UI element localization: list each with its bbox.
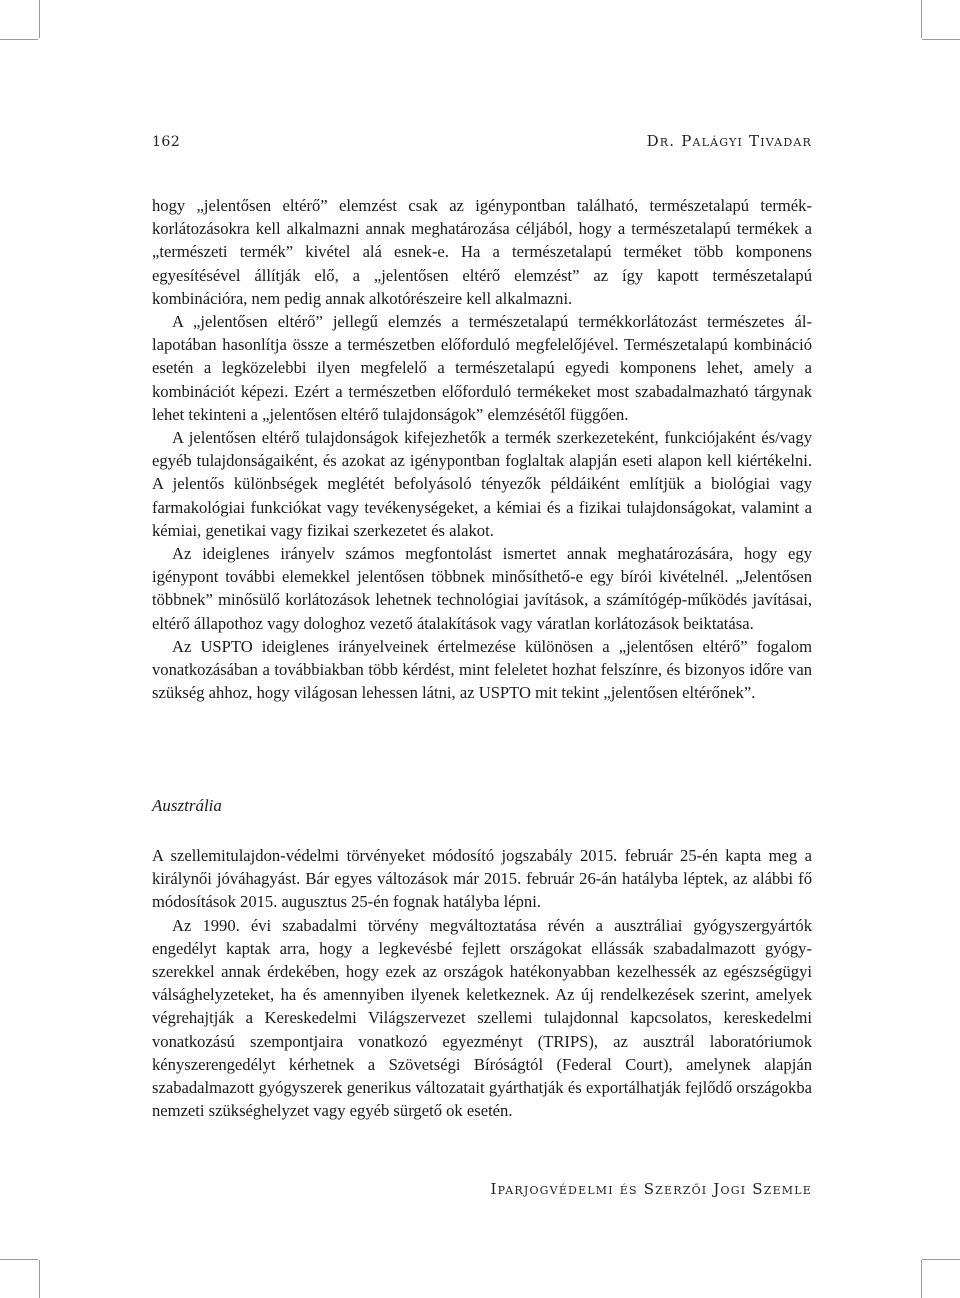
paragraph: hogy „jelentősen eltérő” elemzést csak az igénypontban található, természetalapú termékkorlátozásokra kell alkalmazni annak meghatározása céljából, hogy a természetalapú termékek a „természeti termék” kivétel alá esnek-e. Ha a természetalapú terméket több komponens egyesítésével állítják elő, a „jelentősen eltérő elemzést” az így kapott természetalapú kombinációra, nem pedig annak alkotórészeire kell alkalmazni. bbox=[152, 196, 812, 308]
crop-mark-top-left bbox=[39, 0, 40, 38]
paragraph: A szellemitulajdon-védelmi törvényeket módosító jogszabály 2015. február 25-én kapta meg a királynői jóváhagyást. Bár egyes változások már 2015. február 26-án hatályba léptek, az alábbi fő módosítások 2015. augusztus 25-én fognak hatályba lépni. bbox=[152, 846, 812, 912]
running-head bbox=[152, 132, 812, 150]
crop-mark-bottom-right bbox=[921, 1260, 922, 1298]
page-number: 162 bbox=[152, 134, 181, 150]
crop-mark-left-top bbox=[0, 39, 38, 40]
crop-mark-left-bottom bbox=[0, 1259, 38, 1260]
paragraph: Az USPTO ideiglenes irányelveinek értelmezése különösen a „jelentősen eltérő” fogalom vonatkozásában a továbbiakban több kérdést, mint feleletet hozhat felszínre, és bizonyos időre van szükség ahhoz, hogy világosan lehessen látni, az USPTO mit tekint „jelentősen eltérőnek”. bbox=[152, 636, 812, 703]
running-footer-journal: Iparjogvédelmi és Szerzői Jogi Szemle bbox=[490, 1180, 812, 1198]
crop-mark-right-bottom bbox=[922, 1259, 960, 1260]
body-text bbox=[152, 194, 812, 704]
paragraph: Az 1990. évi szabadalmi törvény megváltoztatása révén a ausztráliai gyógyszergyártók engedélyt kaptak arra, hogy a legkevésbé fejlett országokat ellássák szabadalmazott gyógyszerekkel annak érdekében, hogy ezek az országok hatékonyabban kezelhessék az egészségügyi válsághelyzeteket, ha és amennyiben ilyenek keletkeznek. Az új rendelkezések szerint, amelyek végrehajtják a Kereskedelmi Világszervezet szellemi tulajdonnal kapcsolatos, kereskedelmi vonatkozású szempontjaira vonatkozó egyezményt (TRIPS), az ausztrál laboratóriumok kényszerengedélyt kérhetnek a Szövetségi Bíróságtól (Federal Court), amelynek alapján szabadalmazott gyógyszerek generikus változatait gyárthatják és exportálhatják fejlődő országokba nemzeti szükséghelyzet vagy egyéb sürgető ok esetén. bbox=[152, 915, 812, 1121]
running-head-author: Dr. Palágyi Tivadar bbox=[646, 132, 812, 150]
crop-mark-top-right bbox=[921, 0, 922, 38]
crop-mark-bottom-left bbox=[39, 1260, 40, 1298]
crop-mark-right-top bbox=[922, 39, 960, 40]
paragraph: A jelentősen eltérő tulajdonságok kifejezhetők a termék szerkezeteként, funkciójaként és/vagy egyéb tulajdonságaiként, és azokat az igénypontban foglaltak alapján eseti alapon kell kiértékelni. A jelentős különbségek meglétét befolyásoló tényezők példáiként említjük a biológiai vagy farmakológiai funkciókat vagy tevékenységeket, a kémiai és a fizikai tulajdonságokat, valamint a kémiai, genetikai vagy fizikai szerkezetet és alakot. bbox=[152, 428, 812, 540]
paragraph: Az ideiglenes irányelv számos megfontolást ismertet annak meghatározására, hogy egy igénypont további elemekkel jelentősen többnek minősíthető-e egy bírói kivételnél. „Jelentősen többnek” minősülő korlátozások lehetnek technológiai javítások, a számítógép-működés javításai, eltérő állapothoz vagy dologhoz vezető átalakítások vagy váratlan korlátozások beiktatása. bbox=[152, 544, 812, 633]
paragraph: A „jelentősen eltérő” jellegű elemzés a természetalapú termékkorlátozást természetes állapotában hasonlítja össze a természetben előforduló megfelelőjével. Természetalapú kombináció esetén a legközelebbi ilyen megfelelő a természetalapú egyedi komponens lehet, amely a kombinációt képezi. Ezért a természetben előforduló termékeket most szabadalmazható tárgynak lehet tekinteni a „jelentősen eltérő tulajdonságok” elemzésétől függően. bbox=[152, 312, 812, 424]
section-body-text bbox=[152, 844, 812, 1122]
section-title: Ausztrália bbox=[152, 796, 222, 815]
